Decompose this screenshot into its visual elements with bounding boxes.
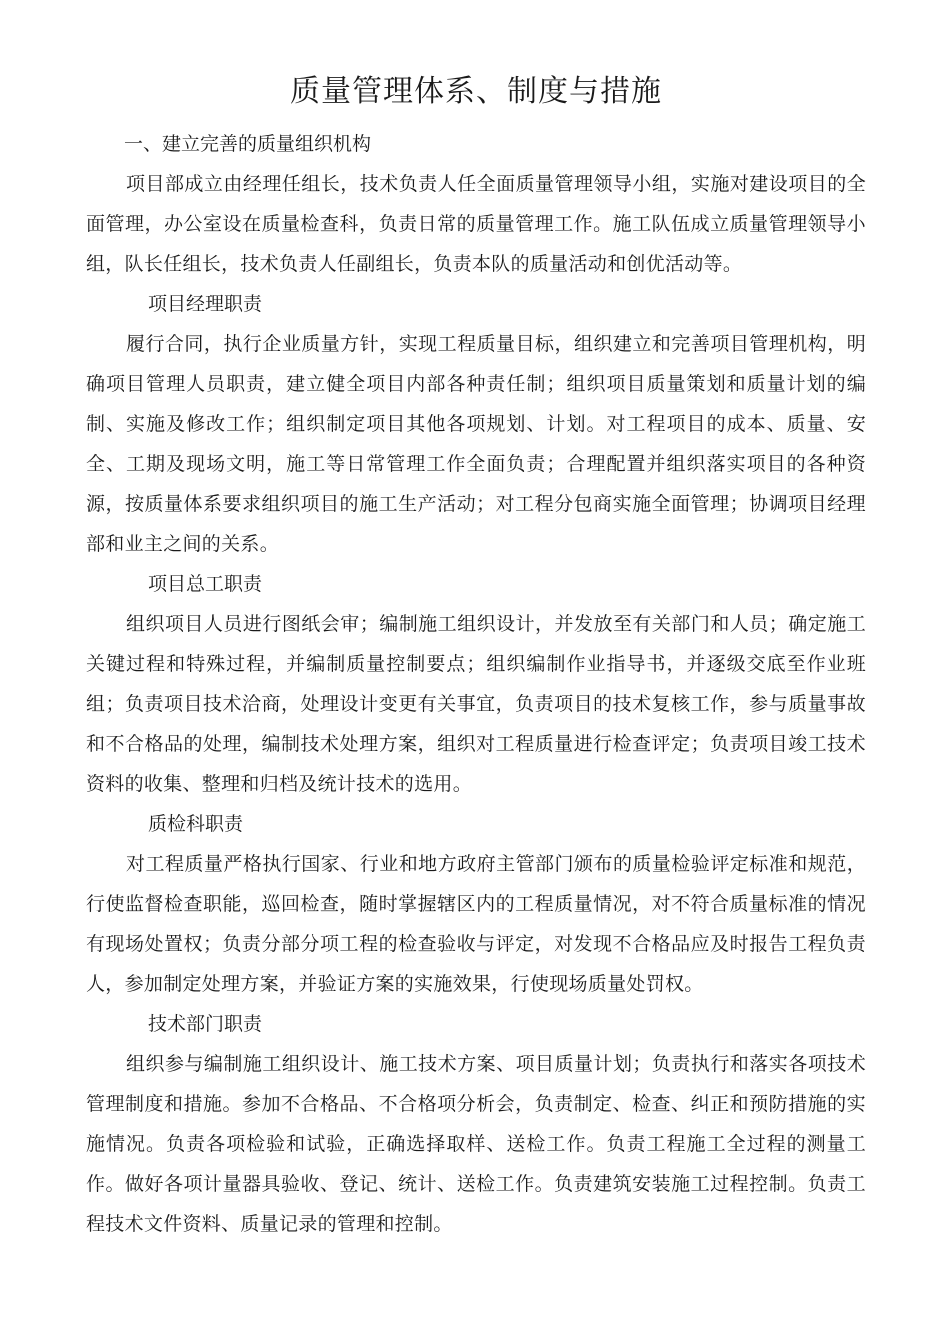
section-heading: 一、建立完善的质量组织机构	[124, 133, 372, 155]
quality-inspection-duties-text: 对工程质量严格执行国家、行业和地方政府主管部门颁布的质量检验评定标准和规范，行使监督检查职能，巡回检查，随时掌握辖区内的工程质量情况，对不符合质量标准的情况有现场处置权；负责分部分项工程的检查验收与评定，对发现不合格品应及时报告工程负责人，参加制定处理方案，并验证方案的实施效果，行使现场质量处罚权。	[86, 853, 866, 995]
intro-paragraph: 项目部成立由经理任组长，技术负责人任全面质量管理领导小组，实施对建设项目的全面管理，办公室设在质量检查科，负责日常的质量管理工作。施工队伍成立质量管理领导小组，队长任组长，技术负责人任副组长，负责本队的质量活动和创优活动等。	[86, 173, 866, 275]
project-manager-duties-text: 履行合同，执行企业质量方针，实现工程质量目标，组织建立和完善项目管理机构，明确项目管理人员职责，建立健全项目内部各种责任制；组织项目质量策划和质量计划的编制、实施及修改工作；组织制定项目其他各项规划、计划。对工程项目的成本、质量、安全、工期及现场文明，施工等日常管理工作全面负责；合理配置并组织落实项目的各种资源，按质量体系要求组织项目的施工生产活动；对工程分包商实施全面管理；协调项目经理部和业主之间的关系。	[86, 333, 866, 555]
project-manager-duties-heading: 项目经理职责	[148, 293, 263, 315]
chief-engineer-duties-text: 组织项目人员进行图纸会审；编制施工组织设计，并发放至有关部门和人员；确定施工关键过程和特殊过程，并编制质量控制要点；组织编制作业指导书，并逐级交底至作业班组；负责项目技术洽商，处理设计变更有关事宜，负责项目的技术复核工作，参与质量事故和不合格品的处理，编制技术处理方案，组织对工程质量进行检查评定；负责项目竣工技术资料的收集、整理和归档及统计技术的选用。	[86, 613, 866, 795]
technical-department-duties-heading: 技术部门职责	[148, 1013, 263, 1035]
chief-engineer-duties-heading: 项目总工职责	[148, 573, 263, 595]
quality-inspection-duties-heading: 质检科职责	[148, 813, 244, 835]
document-title: 质量管理体系、制度与措施	[290, 74, 662, 109]
technical-department-duties-text: 组织参与编制施工组织设计、施工技术方案、项目质量计划；负责执行和落实各项技术管理制度和措施。参加不合格品、不合格项分析会，负责制定、检查、纠正和预防措施的实施情况。负责各项检验和试验，正确选择取样、送检工作。负责工程施工全过程的测量工作。做好各项计量器具验收、登记、统计、送检工作。负责建筑安装施工过程控制。负责工程技术文件资料、质量记录的管理和控制。	[86, 1053, 866, 1235]
